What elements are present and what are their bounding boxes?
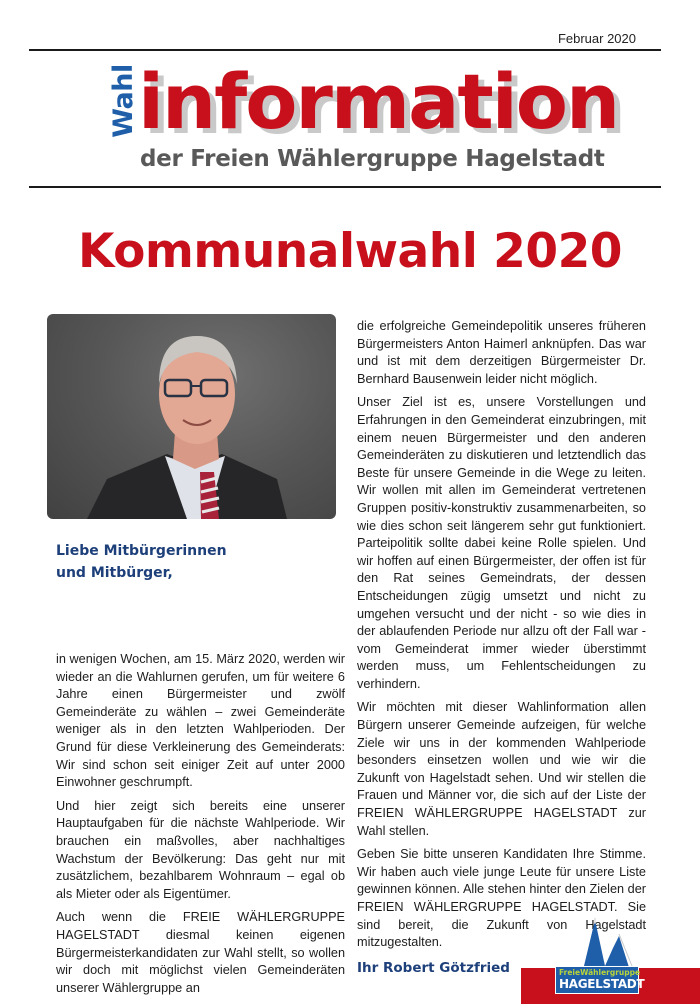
greeting-line-2: und Mitbürger, <box>56 565 173 581</box>
date-label: Februar 2020 <box>557 31 636 46</box>
logo-line-1: FreieWählergruppe <box>559 968 641 977</box>
top-rule <box>29 49 661 51</box>
greeting <box>56 540 345 584</box>
paragraph: Auch wenn die FREIE WÄHLERGRUPPE HAGELSTADT diesmal keinen eigenen Bürgermeisterkandidaten zur Wahl stellt, so wollen wir doch mit möglichst vielen Gemeinderäten unserer Wählergruppe an <box>56 910 345 995</box>
page-title: Kommunalwahl 2020 <box>78 224 622 279</box>
paragraph: in wenigen Wochen, am 15. März 2020, werden wir wieder an die Wahlurnen gerufen, um für weitere 6 Jahre einen Bürgermeister und zwölf Gemeinderäte zu wählen – zwei Gemeinderäte weniger als in den letzten Wahlperioden. Der Grund für diese Verkleinerung des Gemeinderats: Wir sind schon seit einiger Zeit auf unter 2000 Einwohner geschrumpft. <box>56 652 345 790</box>
masthead-subtitle: der Freien Wählergruppe Hagelstadt <box>140 146 605 172</box>
logo-box <box>555 966 645 994</box>
portrait-photo <box>47 314 336 519</box>
portrait-illustration <box>47 314 336 519</box>
logo-line-2: HAGELSTADT <box>559 977 645 991</box>
masthead <box>90 57 650 182</box>
paragraph: Wir möchten mit dieser Wahlinformation allen Bürgern unserer Gemeinde aufzeigen, für welche Ziele wir uns in der kommenden Wahlperiode besonders einsetzen wollen und wie wir die Zukunft von Hagelstadt sehen. Und wir stellen die Frauen und Männer vor, die sich auf der Liste der FREIEN WÄHLERGRUPPE HAGELSTADT zur Wahl stellen. <box>357 700 646 838</box>
masthead-wahl: Wahl <box>108 64 139 138</box>
bottom-rule <box>29 186 661 188</box>
left-column <box>56 651 345 1003</box>
paragraph: die erfolgreiche Gemeindepolitik unseres früheren Bürgermeisters Anton Haimerl anknüpfen. Das war und ist mit dem derzeitigen Bürgermeister Dr. Bernhard Bausenwein leider nicht möglich. <box>357 319 646 386</box>
paragraph: Unser Ziel ist es, unsere Vorstellungen und Erfahrungen in den Gemeinderat einzubringen, mit einem neuen Bürgermeister und den anderen Gemeinderäten zu diskutieren und letztendlich das Beste für unsere Gemeinde in die Wege zu leiten. Wir wollen mit allen im Gemeinderat vertretenen Gruppen positiv-konstruktiv zusammenarbeiten, so wie dies schon seit längerem sehr gut funktioniert. Parteipolitik sollte dabei keine Rolle spielen. Und wir hoffen auf einen Bürgermeister, der offen ist für den Rat seines Gemeindrats, der dessen Entscheidungen zügig umsetzt und nicht zu umgehen versucht und der nicht - so wie dies in der ablaufenden Periode nur allzu oft der Fall war - vom Gemeinderat immer wieder überstimmt werden muss, um Fehlentscheidungen zu verhindern. <box>357 395 646 691</box>
party-logo <box>555 914 655 994</box>
masthead-information: information <box>138 57 619 146</box>
greeting-line-1: Liebe Mitbürgerinnen <box>56 543 227 559</box>
paragraph: Geben Sie bitte unseren Kandidaten Ihre Stimme. Wir haben auch viele junge Leute für unsere Liste gewinnen können. Alle stehen hinter den Zielen der FREIEN WÄHLERGRUPPE HAGELSTADT. Sie sind bereit, die Zukunft von Hagelstadt mitzugestalten. <box>357 847 646 950</box>
signature: Ihr Robert Götzfried <box>357 959 510 976</box>
paragraph: Und hier zeigt sich bereits eine unserer Hauptaufgaben für die nächste Wahlperiode. Wir brauchen ein maßvolles, aber nachhaltiges Wachstum der Bevölkerung: Das geht nur mit zusätzlichem, bezahlbarem Wohnraum – egal ob als Mieter oder als Eigentümer. <box>56 798 345 901</box>
right-column <box>357 318 646 977</box>
